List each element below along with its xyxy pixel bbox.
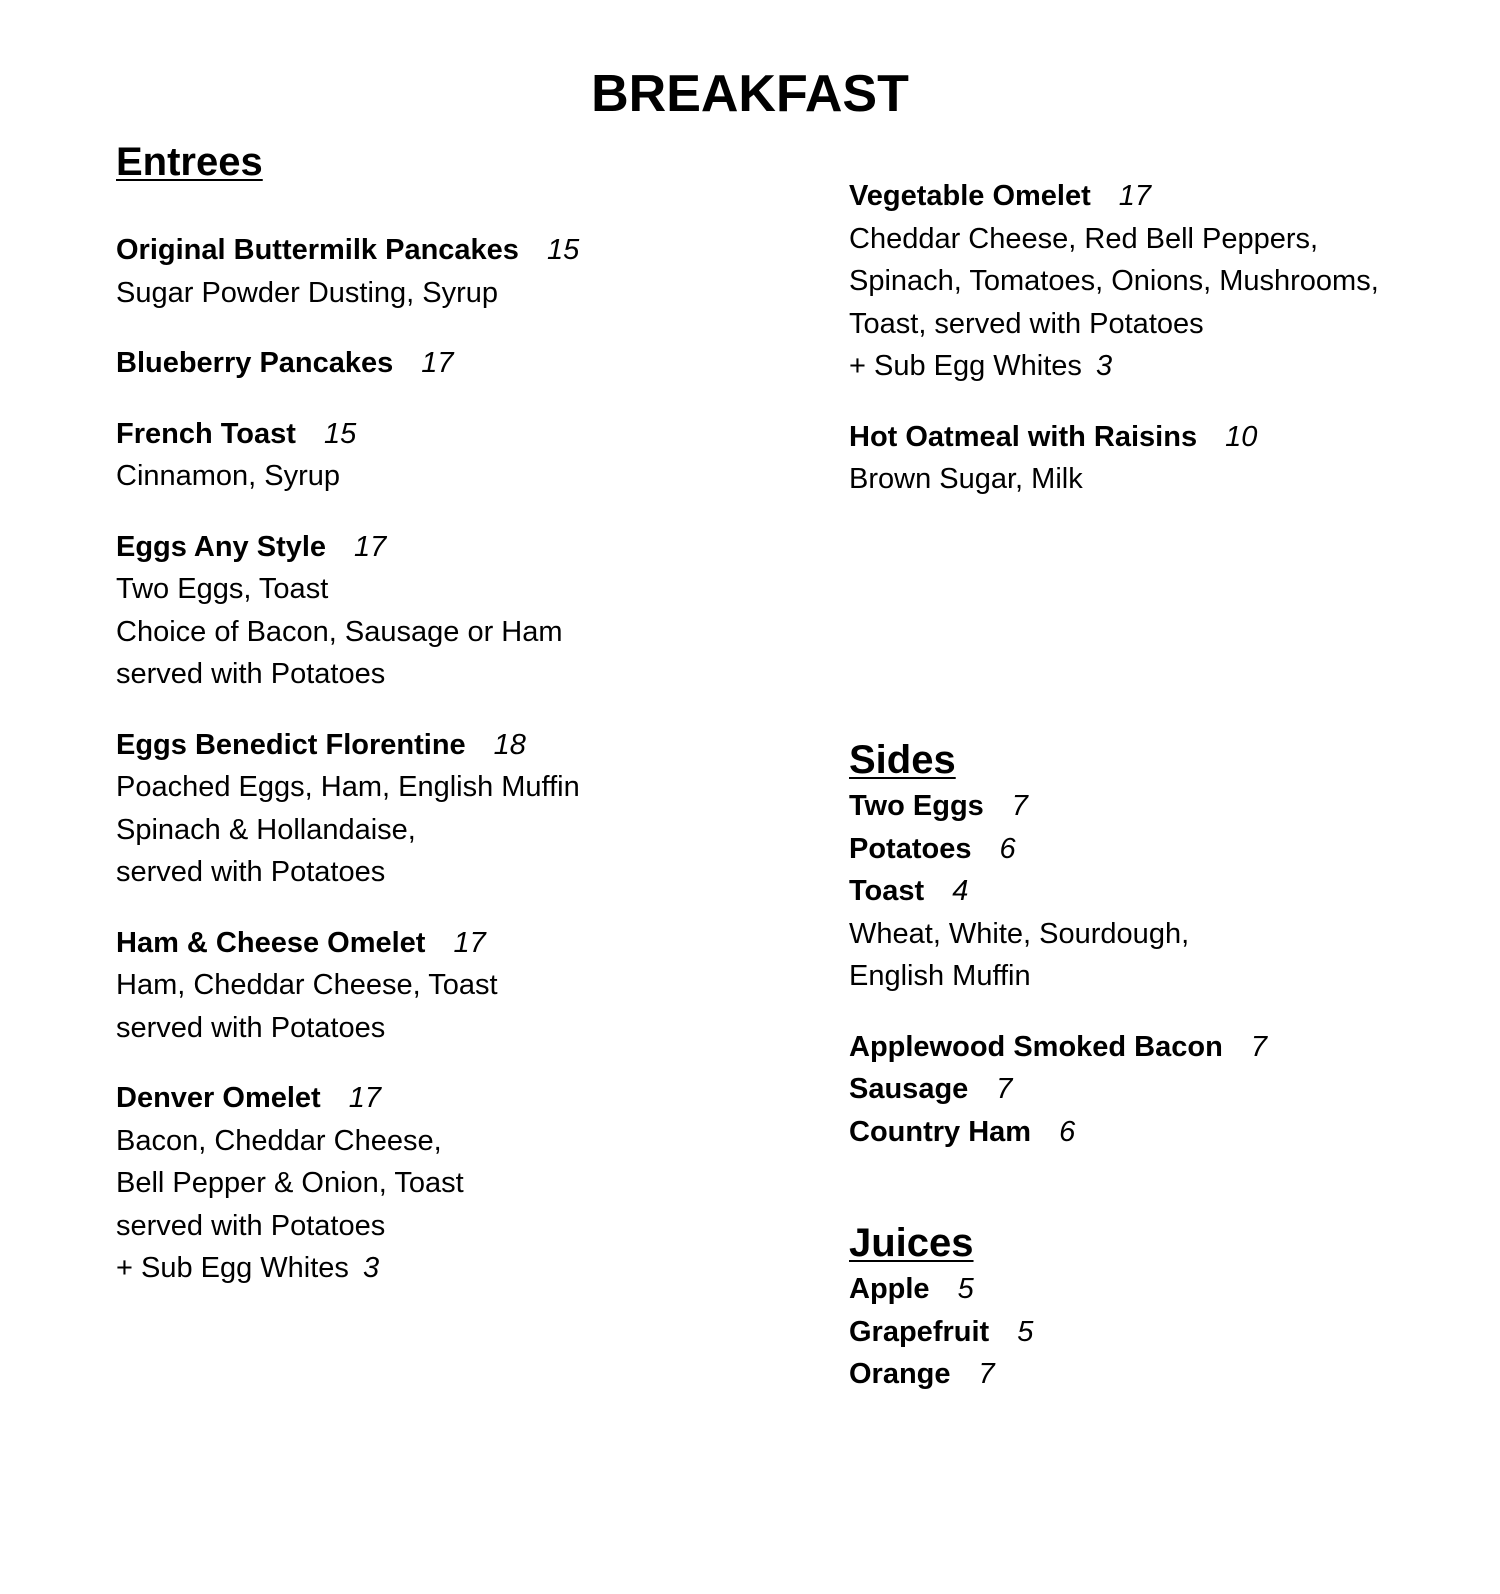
item-price: 5 — [957, 1273, 974, 1305]
sides-heading: Sides — [849, 738, 956, 782]
entrees-heading: Entrees — [116, 140, 263, 184]
menu-item — [116, 413, 756, 498]
menu-item — [849, 175, 1489, 388]
item-name: Country Ham — [849, 1115, 1032, 1148]
item-addon — [849, 345, 1489, 388]
item-description: served with Potatoes — [116, 658, 386, 690]
item-name: Potatoes — [849, 832, 972, 865]
item-description: English Muffin — [849, 960, 1031, 992]
item-price: 4 — [952, 875, 969, 907]
item-description: served with Potatoes — [116, 856, 386, 888]
sides-section — [849, 735, 1489, 1153]
item-description: Poached Eggs, Ham, English Muffin — [116, 771, 580, 803]
item-name: Denver Omelet — [116, 1082, 321, 1114]
item-price: 5 — [1017, 1315, 1034, 1348]
item-name: Toast — [849, 875, 925, 907]
menu-item — [116, 724, 756, 894]
item-name: Eggs Any Style — [116, 530, 327, 563]
item-name: French Toast — [116, 417, 296, 450]
addon-label: + Sub Egg Whites — [849, 350, 1082, 382]
item-description: Spinach, Tomatoes, Onions, Mushrooms, — [849, 265, 1379, 297]
item-addon — [116, 1247, 756, 1290]
menu-item — [116, 1077, 756, 1290]
juices-section — [849, 1218, 1489, 1396]
item-name: Eggs Benedict Florentine — [116, 728, 466, 761]
item-description: Cinnamon, Syrup — [116, 460, 341, 492]
menu-item — [849, 416, 1489, 501]
item-price: 17 — [1118, 180, 1152, 212]
item-price: 7 — [996, 1073, 1013, 1105]
item-description: Bell Pepper & Onion, Toast — [116, 1167, 464, 1199]
item-price: 18 — [493, 728, 526, 761]
item-price: 6 — [1059, 1115, 1076, 1148]
item-description: Cheddar Cheese, Red Bell Peppers, — [849, 222, 1319, 255]
item-description: Choice of Bacon, Sausage or Ham — [116, 615, 563, 648]
item-name: Applewood Smoked Bacon — [849, 1030, 1223, 1063]
entrees-column-right — [849, 175, 1489, 501]
item-name: Original Buttermilk Pancakes — [116, 234, 519, 266]
item-name: Orange — [849, 1358, 951, 1390]
item-description: Brown Sugar, Milk — [849, 463, 1083, 495]
item-name: Apple — [849, 1273, 930, 1305]
addon-price: 3 — [362, 1252, 380, 1284]
item-price: 17 — [421, 347, 454, 379]
item-price: 7 — [978, 1358, 995, 1390]
item-description: Toast, served with Potatoes — [849, 307, 1204, 340]
item-description: Ham, Cheddar Cheese, Toast — [116, 969, 498, 1001]
item-name: Vegetable Omelet — [849, 180, 1091, 212]
item-name: Hot Oatmeal with Raisins — [849, 420, 1198, 453]
item-price: 15 — [546, 234, 580, 266]
menu-item — [116, 922, 756, 1050]
entrees-column — [116, 137, 756, 1290]
addon-price: 3 — [1095, 350, 1113, 382]
item-name: Ham & Cheese Omelet — [116, 926, 426, 959]
item-name: Two Eggs — [849, 790, 984, 822]
item-description: Sugar Powder Dusting, Syrup — [116, 276, 499, 309]
addon-label: + Sub Egg Whites — [116, 1252, 349, 1284]
item-description: Spinach & Hollandaise, — [116, 813, 416, 846]
item-price: 7 — [1250, 1030, 1267, 1063]
item-description: Bacon, Cheddar Cheese, — [116, 1124, 442, 1157]
item-name: Grapefruit — [849, 1315, 990, 1348]
item-description: served with Potatoes — [116, 1209, 386, 1242]
item-price: 15 — [323, 417, 357, 450]
item-description: served with Potatoes — [116, 1011, 386, 1044]
menu-item — [116, 342, 756, 385]
item-price: 7 — [1011, 790, 1028, 822]
item-price: 6 — [999, 832, 1016, 865]
item-price: 17 — [453, 926, 486, 959]
item-price: 17 — [354, 530, 387, 563]
juices-heading: Juices — [849, 1221, 974, 1265]
menu-item — [116, 229, 756, 314]
item-name: Sausage — [849, 1073, 969, 1105]
item-description: Wheat, White, Sourdough, — [849, 917, 1190, 950]
item-price: 17 — [348, 1082, 381, 1114]
item-description: Two Eggs, Toast — [116, 573, 329, 605]
item-name: Blueberry Pancakes — [116, 347, 394, 379]
menu-item — [116, 526, 756, 696]
page-title: BREAKFAST — [591, 65, 909, 123]
item-price: 10 — [1225, 420, 1258, 453]
